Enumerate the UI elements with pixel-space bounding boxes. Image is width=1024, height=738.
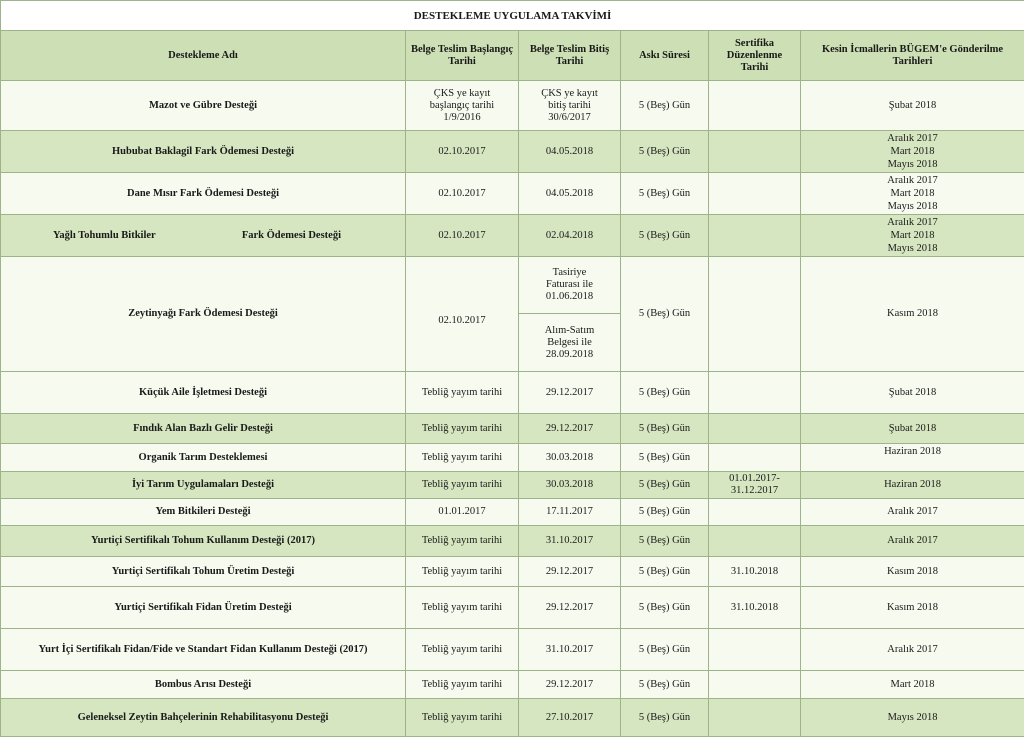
col-header-certificate-date: Sertifika Düzenlenme Tarihi xyxy=(709,31,801,81)
table-row xyxy=(1,699,1024,737)
support-name: Küçük Aile İşletmesi Desteği xyxy=(1,372,406,414)
certificate-date xyxy=(709,173,801,215)
certificate-date xyxy=(709,372,801,414)
end-date: 17.11.2017 xyxy=(519,499,621,526)
posting-period: 5 (Beş) Gün xyxy=(621,444,709,472)
posting-period: 5 (Beş) Gün xyxy=(621,257,709,372)
end-date: 30.03.2018 xyxy=(519,472,621,499)
end-date: 02.04.2018 xyxy=(519,215,621,257)
posting-period: 5 (Beş) Gün xyxy=(621,173,709,215)
end-date: 29.12.2017 xyxy=(519,671,621,699)
support-name: Yurt İçi Sertifikalı Fidan/Fide ve Standart Fidan Kullanım Desteği (2017) xyxy=(1,629,406,671)
support-name: Fındık Alan Bazlı Gelir Desteği xyxy=(1,414,406,444)
certificate-date xyxy=(709,526,801,557)
final-summary-date: Şubat 2018 xyxy=(801,372,1024,414)
posting-period: 5 (Beş) Gün xyxy=(621,526,709,557)
certificate-date xyxy=(709,629,801,671)
table-row xyxy=(1,499,1024,526)
support-name: Geleneksel Zeytin Bahçelerinin Rehabilitasyonu Desteği xyxy=(1,699,406,737)
support-name: Dane Mısır Fark Ödemesi Desteği xyxy=(1,173,406,215)
certificate-date xyxy=(709,131,801,173)
end-date-purchase-doc: Alım-Satım Belgesi ile 28.09.2018 xyxy=(544,324,595,360)
end-date-split xyxy=(519,257,621,372)
end-date: 04.05.2018 xyxy=(519,131,621,173)
support-name: Yurtiçi Sertifikalı Tohum Kullanım Desteği (2017) xyxy=(1,526,406,557)
start-date: Tebliğ yayım tarihi xyxy=(406,557,519,587)
col-header-posting-period: Askı Süresi xyxy=(621,31,709,81)
support-name: Hububat Baklagil Fark Ödemesi Desteği xyxy=(1,131,406,173)
posting-period: 5 (Beş) Gün xyxy=(621,699,709,737)
end-date: 29.12.2017 xyxy=(519,587,621,629)
posting-period: 5 (Beş) Gün xyxy=(621,215,709,257)
final-summary-date: Kasım 2018 xyxy=(801,587,1024,629)
end-date: 29.12.2017 xyxy=(519,372,621,414)
posting-period: 5 (Beş) Gün xyxy=(621,131,709,173)
table-row xyxy=(1,587,1024,629)
table-row xyxy=(1,81,1024,131)
end-date: 29.12.2017 xyxy=(519,414,621,444)
support-name: Yurtiçi Sertifikalı Tohum Üretim Desteği xyxy=(1,557,406,587)
table-row xyxy=(1,257,1024,372)
col-header-end-date: Belge Teslim Bitiş Tarihi xyxy=(519,31,621,81)
end-date: 27.10.2017 xyxy=(519,699,621,737)
final-summary-date: Aralık 2017 xyxy=(801,499,1024,526)
posting-period: 5 (Beş) Gün xyxy=(621,414,709,444)
final-summary-date: Mayıs 2018 xyxy=(801,699,1024,737)
support-name: Yurtiçi Sertifikalı Fidan Üretim Desteği xyxy=(1,587,406,629)
table-title: DESTEKLEME UYGULAMA TAKVİMİ xyxy=(1,1,1024,31)
col-header-support-name: Destekleme Adı xyxy=(1,31,406,81)
certificate-date: 31.10.2018 xyxy=(709,587,801,629)
support-name: Bombus Arısı Desteği xyxy=(1,671,406,699)
start-date: ÇKS ye kayıt başlangıç tarihi 1/9/2016 xyxy=(406,81,519,131)
end-date: 31.10.2017 xyxy=(519,526,621,557)
certificate-date: 31.10.2018 xyxy=(709,557,801,587)
final-summary-date: Mart 2018 xyxy=(801,671,1024,699)
certificate-date xyxy=(709,215,801,257)
start-date: 02.10.2017 xyxy=(406,257,519,372)
start-date: Tebliğ yayım tarihi xyxy=(406,526,519,557)
final-summary-date: Aralık 2017 Mart 2018 Mayıs 2018 xyxy=(801,131,1024,173)
support-name: Zeytinyağı Fark Ödemesi Desteği xyxy=(1,257,406,372)
table-row xyxy=(1,372,1024,414)
start-date: Tebliğ yayım tarihi xyxy=(406,587,519,629)
start-date: 01.01.2017 xyxy=(406,499,519,526)
posting-period: 5 (Beş) Gün xyxy=(621,557,709,587)
final-summary-date: Aralık 2017 xyxy=(801,526,1024,557)
start-date: Tebliğ yayım tarihi xyxy=(406,414,519,444)
certificate-date xyxy=(709,414,801,444)
start-date: 02.10.2017 xyxy=(406,215,519,257)
final-summary-date: Kasım 2018 xyxy=(801,557,1024,587)
end-date: ÇKS ye kayıt bitiş tarihi 30/6/2017 xyxy=(519,81,621,131)
table-row xyxy=(1,444,1024,472)
table-row xyxy=(1,526,1024,557)
table-row xyxy=(1,629,1024,671)
table-row xyxy=(1,472,1024,499)
support-name: İyi Tarım Uygulamaları Desteği xyxy=(1,472,406,499)
posting-period: 5 (Beş) Gün xyxy=(621,587,709,629)
final-summary-date: Şubat 2018 xyxy=(801,414,1024,444)
table-row xyxy=(1,557,1024,587)
start-date: Tebliğ yayım tarihi xyxy=(406,629,519,671)
final-summary-date: Aralık 2017 xyxy=(801,629,1024,671)
end-date: 30.03.2018 xyxy=(519,444,621,472)
end-date: 31.10.2017 xyxy=(519,629,621,671)
final-summary-date: Kasım 2018 xyxy=(801,257,1024,372)
support-name xyxy=(1,215,406,257)
certificate-date xyxy=(709,499,801,526)
posting-period: 5 (Beş) Gün xyxy=(621,81,709,131)
start-date: Tebliğ yayım tarihi xyxy=(406,472,519,499)
col-header-start-date: Belge Teslim Başlangıç Tarihi xyxy=(406,31,519,81)
final-summary-date: Aralık 2017 Mart 2018 Mayıs 2018 xyxy=(801,215,1024,257)
final-summary-date: Haziran 2018 xyxy=(801,444,1024,472)
certificate-date xyxy=(709,671,801,699)
table-row xyxy=(1,173,1024,215)
table-row xyxy=(1,215,1024,257)
final-summary-date: Şubat 2018 xyxy=(801,81,1024,131)
col-header-final-summary-dates: Kesin İcmallerin BÜGEM'e Gönderilme Tarihleri xyxy=(801,31,1024,81)
certificate-date xyxy=(709,257,801,372)
posting-period: 5 (Beş) Gün xyxy=(621,472,709,499)
certificate-date xyxy=(709,444,801,472)
support-name: Organik Tarım Desteklemesi xyxy=(1,444,406,472)
support-name: Yem Bitkileri Desteği xyxy=(1,499,406,526)
posting-period: 5 (Beş) Gün xyxy=(621,629,709,671)
posting-period: 5 (Beş) Gün xyxy=(621,671,709,699)
certificate-date: 01.01.2017-31.12.2017 xyxy=(709,472,801,499)
table-row xyxy=(1,414,1024,444)
table-row xyxy=(1,131,1024,173)
start-date: Tebliğ yayım tarihi xyxy=(406,699,519,737)
start-date: 02.10.2017 xyxy=(406,173,519,215)
certificate-date xyxy=(709,81,801,131)
support-name-part-b: Fark Ödemesi Desteği xyxy=(241,229,341,241)
start-date: Tebliğ yayım tarihi xyxy=(406,444,519,472)
support-name: Mazot ve Gübre Desteği xyxy=(1,81,406,131)
start-date: Tebliğ yayım tarihi xyxy=(406,671,519,699)
final-summary-date: Haziran 2018 xyxy=(801,472,1024,499)
table-row xyxy=(1,671,1024,699)
start-date: Tebliğ yayım tarihi xyxy=(406,372,519,414)
support-name-part-a: Yağlı Tohumlu Bitkiler xyxy=(53,229,156,241)
start-date: 02.10.2017 xyxy=(406,131,519,173)
end-date-invoice: Tasiriye Faturası ile 01.06.2018 xyxy=(545,267,594,302)
end-date: 04.05.2018 xyxy=(519,173,621,215)
posting-period: 5 (Beş) Gün xyxy=(621,372,709,414)
certificate-date xyxy=(709,699,801,737)
end-date: 29.12.2017 xyxy=(519,557,621,587)
posting-period: 5 (Beş) Gün xyxy=(621,499,709,526)
final-summary-date: Aralık 2017 Mart 2018 Mayıs 2018 xyxy=(801,173,1024,215)
